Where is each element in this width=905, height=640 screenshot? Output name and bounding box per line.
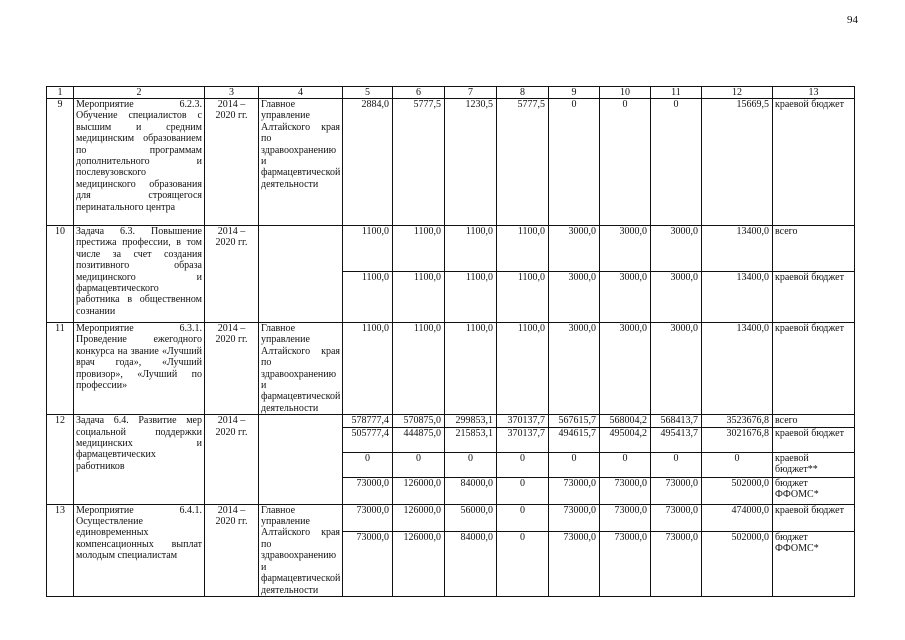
- cell-value: 0: [600, 452, 651, 477]
- row-number: 11: [47, 323, 74, 415]
- column-header: 13: [773, 87, 855, 99]
- cell-value: 495004,2: [600, 427, 651, 452]
- cell-value: 13400,0: [702, 272, 773, 323]
- cell-value: 3000,0: [549, 323, 600, 415]
- cell-value: 1100,0: [445, 272, 497, 323]
- funding-source: краевой бюджет**: [773, 452, 855, 477]
- cell-value: 13400,0: [702, 323, 773, 415]
- cell-value: 0: [651, 99, 702, 226]
- row-number: 9: [47, 99, 74, 226]
- cell-value: 502000,0: [702, 477, 773, 504]
- funding-source: всего: [773, 415, 855, 427]
- cell-value: 568004,2: [600, 415, 651, 427]
- cell-value: 370137,7: [497, 415, 549, 427]
- cell-value: 73000,0: [343, 504, 393, 531]
- column-header: 10: [600, 87, 651, 99]
- column-header: 4: [259, 87, 343, 99]
- table-row: [47, 99, 855, 226]
- cell-value: 3000,0: [600, 272, 651, 323]
- period: 2014 – 2020 гг.: [205, 415, 259, 504]
- column-header: 1: [47, 87, 74, 99]
- executor: Главное управление Алтайского края по здравоохранению и фармацевтической деятельности: [259, 323, 343, 415]
- cell-value: 0: [600, 99, 651, 226]
- cell-value: 73000,0: [600, 477, 651, 504]
- cell-value: 3000,0: [651, 323, 702, 415]
- table-row: [47, 504, 855, 531]
- page-number: 94: [847, 14, 858, 26]
- cell-value: 1100,0: [497, 226, 549, 272]
- cell-value: 84000,0: [445, 477, 497, 504]
- row-number: 12: [47, 415, 74, 504]
- cell-value: 5777,5: [497, 99, 549, 226]
- cell-value: 474000,0: [702, 504, 773, 531]
- activity-name: Мероприятие 6.3.1. Проведение ежегодного конкурса на звание «Лучший врач года», «Лучший провизор», «Лучший по профессии»: [74, 323, 205, 415]
- cell-value: 0: [497, 452, 549, 477]
- funding-source: краевой бюджет: [773, 323, 855, 415]
- executor: [259, 415, 343, 504]
- cell-value: 126000,0: [393, 531, 445, 596]
- cell-value: 3000,0: [651, 272, 702, 323]
- cell-value: 2884,0: [343, 99, 393, 226]
- cell-value: 444875,0: [393, 427, 445, 452]
- table-row: [47, 226, 855, 272]
- cell-value: 0: [702, 452, 773, 477]
- cell-value: 1100,0: [393, 226, 445, 272]
- header-row: [47, 87, 855, 99]
- cell-value: 1100,0: [497, 272, 549, 323]
- cell-value: 495413,7: [651, 427, 702, 452]
- cell-value: 0: [343, 452, 393, 477]
- cell-value: 73000,0: [549, 531, 600, 596]
- cell-value: 1100,0: [393, 323, 445, 415]
- row-number: 10: [47, 226, 74, 323]
- period: 2014 – 2020 гг.: [205, 226, 259, 323]
- cell-value: 568413,7: [651, 415, 702, 427]
- cell-value: 73000,0: [549, 504, 600, 531]
- activity-name: Задача 6.4. Развитие мер социальной поддержки медицинских и фармацевтических работников: [74, 415, 205, 504]
- cell-value: 0: [393, 452, 445, 477]
- column-header: 2: [74, 87, 205, 99]
- cell-value: 0: [549, 99, 600, 226]
- funding-source: краевой бюджет: [773, 504, 855, 531]
- cell-value: 0: [497, 477, 549, 504]
- table-row: [47, 415, 855, 427]
- cell-value: 578777,4: [343, 415, 393, 427]
- cell-value: 3000,0: [600, 226, 651, 272]
- cell-value: 570875,0: [393, 415, 445, 427]
- cell-value: 84000,0: [445, 531, 497, 596]
- column-header: 7: [445, 87, 497, 99]
- cell-value: 502000,0: [702, 531, 773, 596]
- activity-name: Мероприятие 6.4.1. Осуществление единовременных компенсационных выплат молодым специалистам: [74, 504, 205, 596]
- column-header: 5: [343, 87, 393, 99]
- cell-value: 73000,0: [343, 477, 393, 504]
- executor: Главное управление Алтайского края по здравоохранению и фармацевтической деятельности: [259, 504, 343, 596]
- cell-value: 3523676,8: [702, 415, 773, 427]
- table-row: [47, 323, 855, 415]
- executor: [259, 226, 343, 323]
- cell-value: 1100,0: [343, 323, 393, 415]
- cell-value: 73000,0: [651, 477, 702, 504]
- executor: Главное управление Алтайского края по здравоохранению и фармацевтической деятельности: [259, 99, 343, 226]
- program-table: [46, 86, 855, 597]
- funding-source: всего: [773, 226, 855, 272]
- cell-value: 3000,0: [651, 226, 702, 272]
- cell-value: 3000,0: [600, 323, 651, 415]
- cell-value: 0: [497, 504, 549, 531]
- cell-value: 215853,1: [445, 427, 497, 452]
- cell-value: 0: [549, 452, 600, 477]
- cell-value: 73000,0: [343, 531, 393, 596]
- funding-source: краевой бюджет: [773, 427, 855, 452]
- cell-value: 1100,0: [393, 272, 445, 323]
- cell-value: 1100,0: [445, 226, 497, 272]
- cell-value: 299853,1: [445, 415, 497, 427]
- cell-value: 1100,0: [343, 272, 393, 323]
- cell-value: 0: [445, 452, 497, 477]
- column-header: 6: [393, 87, 445, 99]
- column-header: 3: [205, 87, 259, 99]
- period: 2014 – 2020 гг.: [205, 99, 259, 226]
- cell-value: 494615,7: [549, 427, 600, 452]
- activity-name: Задача 6.3. Повышение престижа профессии, в том числе за счет создания позитивного образа медицинского и фармацевтического работника в общественном сознании: [74, 226, 205, 323]
- funding-source: краевой бюджет: [773, 272, 855, 323]
- column-header: 9: [549, 87, 600, 99]
- cell-value: 567615,7: [549, 415, 600, 427]
- period: 2014 – 2020 гг.: [205, 323, 259, 415]
- funding-source: краевой бюджет: [773, 99, 855, 226]
- cell-value: 0: [497, 531, 549, 596]
- cell-value: 126000,0: [393, 477, 445, 504]
- cell-value: 13400,0: [702, 226, 773, 272]
- cell-value: 1100,0: [343, 226, 393, 272]
- activity-name: Мероприятие 6.2.3. Обучение специалистов с высшим и средним медицинским образованием по программам дополнительного и послевузовского медицинского образования для строящегося перинатального центра: [74, 99, 205, 226]
- cell-value: 3000,0: [549, 226, 600, 272]
- column-header: 8: [497, 87, 549, 99]
- cell-value: 5777,5: [393, 99, 445, 226]
- cell-value: 56000,0: [445, 504, 497, 531]
- cell-value: 73000,0: [600, 504, 651, 531]
- cell-value: 1100,0: [445, 323, 497, 415]
- cell-value: 1100,0: [497, 323, 549, 415]
- row-number: 13: [47, 504, 74, 596]
- cell-value: 370137,7: [497, 427, 549, 452]
- cell-value: 73000,0: [651, 504, 702, 531]
- cell-value: 15669,5: [702, 99, 773, 226]
- cell-value: 0: [651, 452, 702, 477]
- column-header: 11: [651, 87, 702, 99]
- column-header: 12: [702, 87, 773, 99]
- funding-source: бюджет ФФОМС*: [773, 477, 855, 504]
- cell-value: 73000,0: [651, 531, 702, 596]
- cell-value: 505777,4: [343, 427, 393, 452]
- cell-value: 3021676,8: [702, 427, 773, 452]
- cell-value: 73000,0: [549, 477, 600, 504]
- funding-source: бюджет ФФОМС*: [773, 531, 855, 596]
- cell-value: 126000,0: [393, 504, 445, 531]
- cell-value: 73000,0: [600, 531, 651, 596]
- cell-value: 1230,5: [445, 99, 497, 226]
- period: 2014 – 2020 гг.: [205, 504, 259, 596]
- cell-value: 3000,0: [549, 272, 600, 323]
